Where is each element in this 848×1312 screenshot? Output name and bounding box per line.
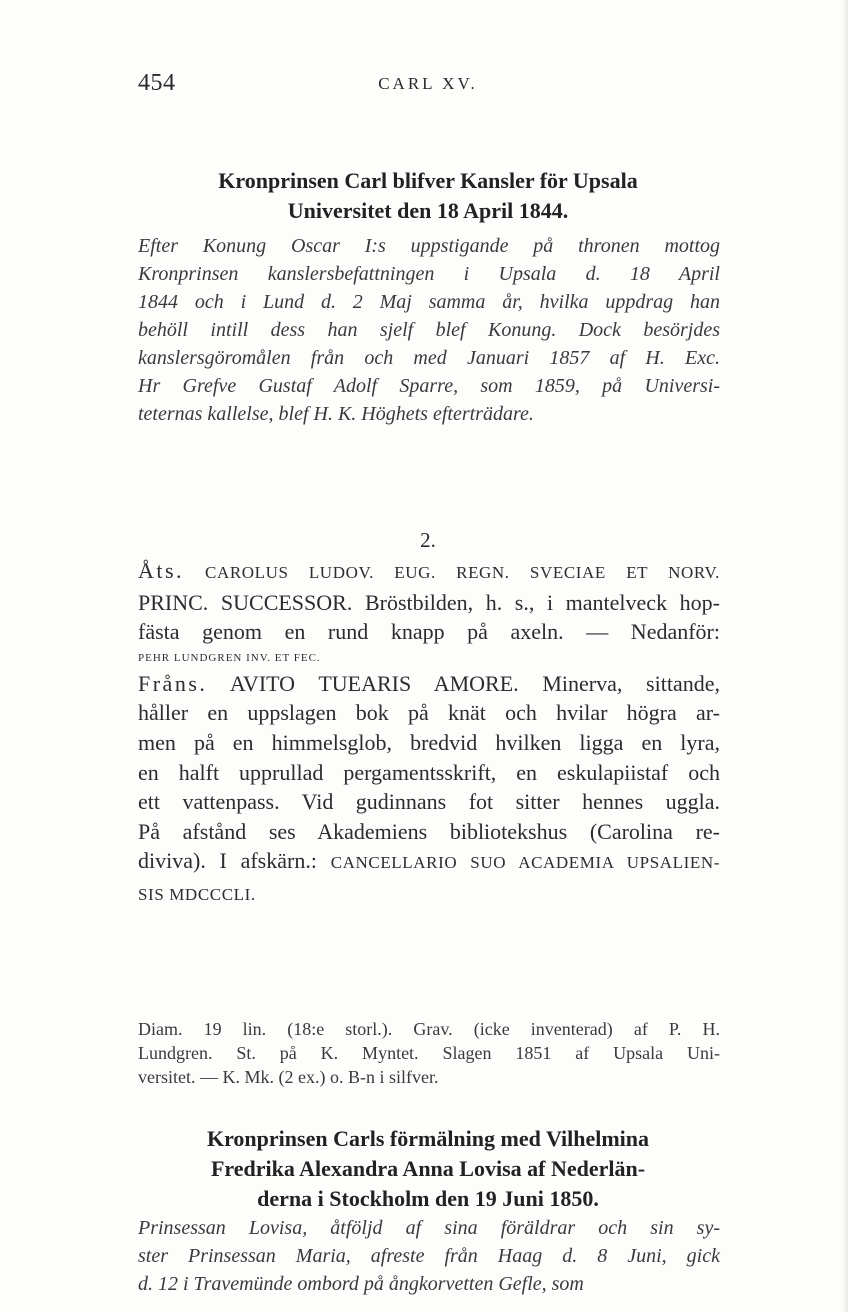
heading-line: Universitet den 18 April 1844.: [287, 198, 569, 223]
exergue-label: diviva). I afskärn.:: [138, 848, 317, 874]
page-edge-shadow: [842, 0, 848, 1312]
heading-line: Kronprinsen Carl blifver Kansler för Upsala: [218, 168, 638, 193]
note-line: versitet. — K. Mk. (2 ex.) o. B-n i silfver.: [138, 1067, 439, 1087]
note-line: Lundgren. St. på K. Myntet. Slagen 1851 af Upsala Uni-: [138, 1043, 720, 1063]
body-line: På afstånd ses Akademiens bibliotekshus (Carolina re-: [138, 818, 720, 844]
entry-number: 2.: [420, 528, 436, 552]
body-line: [138, 878, 720, 910]
body-line: fästa genom en rund knapp på axeln. — Nedanför:: [138, 619, 720, 645]
intro-line: Prinsessan Lovisa, åtföljd af sina föräldrar och sin sy-: [138, 1217, 720, 1239]
body-line: håller en uppslagen bok på knät och hvilar högra ar-: [138, 700, 720, 726]
body-line: ett vattenpass. Vid gudinnans fot sitter hennes uggla.: [138, 789, 720, 815]
engraver-signature: PEHR LUNDGREN INV. ET FEC.: [138, 651, 321, 664]
intro-line: 1844 och i Lund d. 2 Maj samma år, hvilka uppdrag han: [138, 291, 720, 313]
section2-heading: [138, 1124, 718, 1214]
intro-line: d. 12 i Travemünde ombord på ångkorvetten Gefle, som: [138, 1273, 584, 1295]
intro-line: behöll intill dess han sjelf blef Konung. Dock besörjdes: [138, 319, 720, 341]
heading-line: Kronprinsen Carls förmälning med Vilhelmina: [206, 1126, 650, 1151]
intro-line: Efter Konung Oscar I:s uppstigande på thronen mottog: [138, 235, 720, 257]
body-line: [138, 556, 720, 588]
heading-line: derna i Stockholm den 19 Juni 1850.: [257, 1186, 599, 1211]
heading-line: Fredrika Alexandra Anna Lovisa af Nederlän-: [210, 1156, 646, 1181]
intro-line: kanslersgöromålen från och med Januari 1857 af H. Exc.: [138, 347, 720, 369]
section1-intro: [138, 232, 720, 428]
reverse-text: AVITO TUEARIS AMORE. Minerva, sittande,: [229, 670, 720, 696]
page-number: 454: [138, 70, 176, 96]
body-line: men på en himmelsglob, bredvid hvilken ligga en lyra,: [138, 729, 720, 755]
intro-line: ster Prinsessan Maria, afreste från Haag d. 8 Juni, gick: [138, 1245, 720, 1267]
exergue-legend: CANCELLARIO SUO ACADEMIA UPSALIEN-: [330, 853, 721, 873]
running-title: CARL XV.: [378, 74, 478, 93]
section1-heading: [138, 166, 718, 226]
body-line: [138, 669, 720, 699]
intro-line: teternas kallelse, blef H. K. Höghets efterträdare.: [138, 403, 534, 425]
reverse-label: Fråns.: [138, 670, 208, 696]
note-line: Diam. 19 lin. (18:e storl.). Grav. (icke inventerad) af P. H.: [138, 1019, 720, 1039]
exergue-legend-end: SIS MDCCCLI.: [138, 884, 256, 904]
body-line: en halft upprullad pergamentsskrift, en eskulapiistaf och: [138, 759, 720, 785]
obverse-legend: CAROLUS LUDOV. EUG. REGN. SVECIAE ET NORV.: [205, 563, 721, 582]
body-line: [138, 846, 720, 878]
obverse-label: Åts.: [138, 558, 185, 583]
intro-line: Hr Grefve Gustaf Adolf Sparre, som 1859, på Universi-: [138, 375, 720, 397]
section2-intro: [138, 1214, 720, 1298]
running-head: [138, 70, 718, 100]
section1-note: [138, 1017, 720, 1089]
body-line: PRINC. SUCCESSOR. Bröstbilden, h. s., i mantelveck hop-: [138, 589, 720, 615]
intro-line: Kronprinsen kanslersbefattningen i Upsala d. 18 April: [138, 263, 720, 285]
section1-body: [138, 556, 720, 910]
